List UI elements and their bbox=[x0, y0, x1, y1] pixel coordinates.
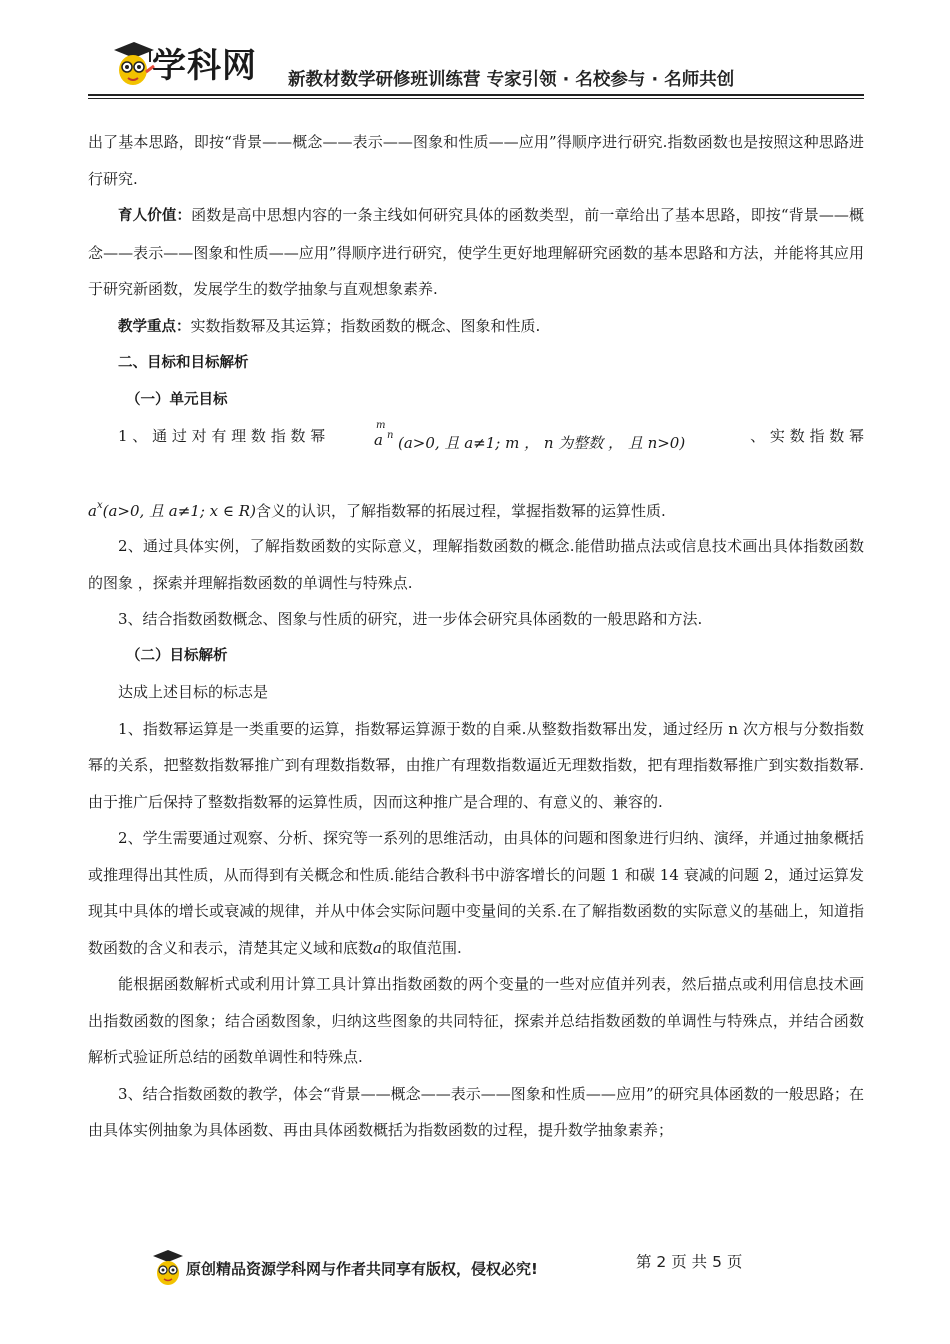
header-divider-thin bbox=[88, 98, 864, 99]
mascot-footer-icon bbox=[150, 1248, 186, 1288]
mascot-logo-icon bbox=[110, 40, 156, 90]
logo-text: 学科网 bbox=[152, 46, 257, 86]
section-heading: 二、目标和目标解析 bbox=[118, 355, 249, 371]
page-footer bbox=[150, 1248, 790, 1288]
formula-base: a bbox=[88, 502, 97, 520]
goal-3: 3、结合指数函数概念、图象与性质的研究，进一步体会研究具体函数的一般思路和方法. bbox=[118, 610, 703, 628]
header-slogan: 新教材数学研修班训练营 专家引领 · 名校参与 · 名师共创 bbox=[288, 70, 735, 90]
real-exponent-formula bbox=[88, 502, 256, 520]
label-focus: 教学重点： bbox=[118, 318, 191, 335]
formula-m: m bbox=[376, 420, 386, 431]
label-values: 育人价值： bbox=[118, 208, 192, 224]
analysis-2-text: 2、学生需要通过观察、分析、探究等一系列的思维活动，由具体的问题和图象进行归纳、演绎，并通过抽象概括或推理得出其性质，从而得到有关概念和性质.能结合教科书中游客增长的问题 1 和碳 14 衰减的问题 2，通过运算发现其中具体的增长或衰减的规律，并从中体会实际问题中变量间的关系.在了解指数函数的实际意义的基础上，知道指数函数的含义和表示，清楚其定义域和底数 bbox=[88, 829, 864, 957]
goal-1-tail: 、 实 数 指 数 幂 bbox=[750, 427, 864, 445]
goal-1-text: 含义的认识，了解指数幂的拓展过程，掌握指数幂的运算性质. bbox=[255, 502, 666, 520]
analysis-3: 3、结合指数函数的教学，体会“背景——概念——表示——图象和性质——应用”的研究具体函数的一般思路；在由具体实例抽象为具体函数、再由具体函数概括为指数函数的过程，提升数学抽象素养； bbox=[88, 1084, 864, 1139]
analysis-1: 1、指数幂运算是一类重要的运算，指数幂运算源于数的自乘.从整数指数幂出发，通过经历 n 次方根与分数指数幂的关系，把整数指数幂推广到有理数指数幂，由推广有理数指数逼近无理数指数，把有理指数幂推广到实数指数幂.由于推广后保持了整数指数幂的运算性质，因而这种推广是合理的、有意义的、兼容的. bbox=[88, 719, 864, 811]
formula-base: a bbox=[374, 431, 383, 449]
paragraph: 达成上述目标的标志是 bbox=[118, 683, 269, 701]
paragraph: 出了基本思路，即按“背景——概念——表示——图象和性质——应用”得顺序进行研究.指数函数也是按照这种思路进行研究. bbox=[88, 133, 864, 188]
goal-1-lead: 1 、 通 过 对 有 理 数 指 数 幂 bbox=[118, 427, 326, 445]
analysis-2-end: 的取值范围. bbox=[381, 938, 462, 957]
paragraph-values bbox=[88, 197, 864, 308]
formula-condition: (a>0, 且 a≠1; x ∈ R) bbox=[102, 502, 256, 520]
header-divider bbox=[88, 94, 864, 96]
analysis-2b: 能根据函数解析式或利用计算工具计算出指数函数的两个变量的一些对应值并列表，然后描点或利用信息技术画出指数函数的图象；结合函数图象，归纳这些图象的共同特征，探索并总结指数函数的单调性与特殊点，并结合函数解析式验证所总结的函数单调性和特殊点. bbox=[88, 975, 864, 1066]
page-header bbox=[88, 34, 864, 96]
paragraph-focus bbox=[88, 308, 864, 346]
formula-n: n bbox=[387, 430, 394, 441]
page-number: 第 2 页 共 5 页 bbox=[636, 1253, 743, 1271]
goal-1 bbox=[88, 418, 864, 488]
formula-condition: (a>0, 且 a≠1; m ， n 为整数 ， 且 n>0) bbox=[398, 434, 686, 452]
subsection-heading: （二）目标解析 bbox=[126, 647, 228, 664]
goal-1-continued bbox=[88, 488, 864, 528]
subsection-heading: （一）单元目标 bbox=[126, 391, 228, 408]
analysis-2 bbox=[88, 820, 864, 966]
rational-exponent-formula bbox=[376, 414, 685, 462]
goal-2: 2、通过具体实例，了解指数函数的实际意义，理解指数函数的概念.能借助描点法或信息技术画出具体指数函数的图象 ，探索并理解指数函数的单调性与特殊点. bbox=[88, 537, 864, 592]
variable-a: a bbox=[373, 938, 382, 957]
text-values: 函数是高中思想内容的一条主线如何研究具体的函数类型，前一章给出了基本思路，即按“背景——概念——表示——图象和性质——应用”得顺序进行研究，使学生更好地理解研究函数的基本思路和方法，并能将其应用于研究新函数，发展学生的数学抽象与直观想象素养. bbox=[88, 206, 864, 298]
document-body bbox=[88, 124, 864, 1149]
formula-sup: x bbox=[96, 500, 103, 511]
text-focus: 实数指数幂及其运算；指数函数的概念、图象和性质. bbox=[190, 316, 541, 335]
copyright-notice: 原创精品资源学科网与作者共同享有版权，侵权必究! bbox=[186, 1260, 538, 1278]
